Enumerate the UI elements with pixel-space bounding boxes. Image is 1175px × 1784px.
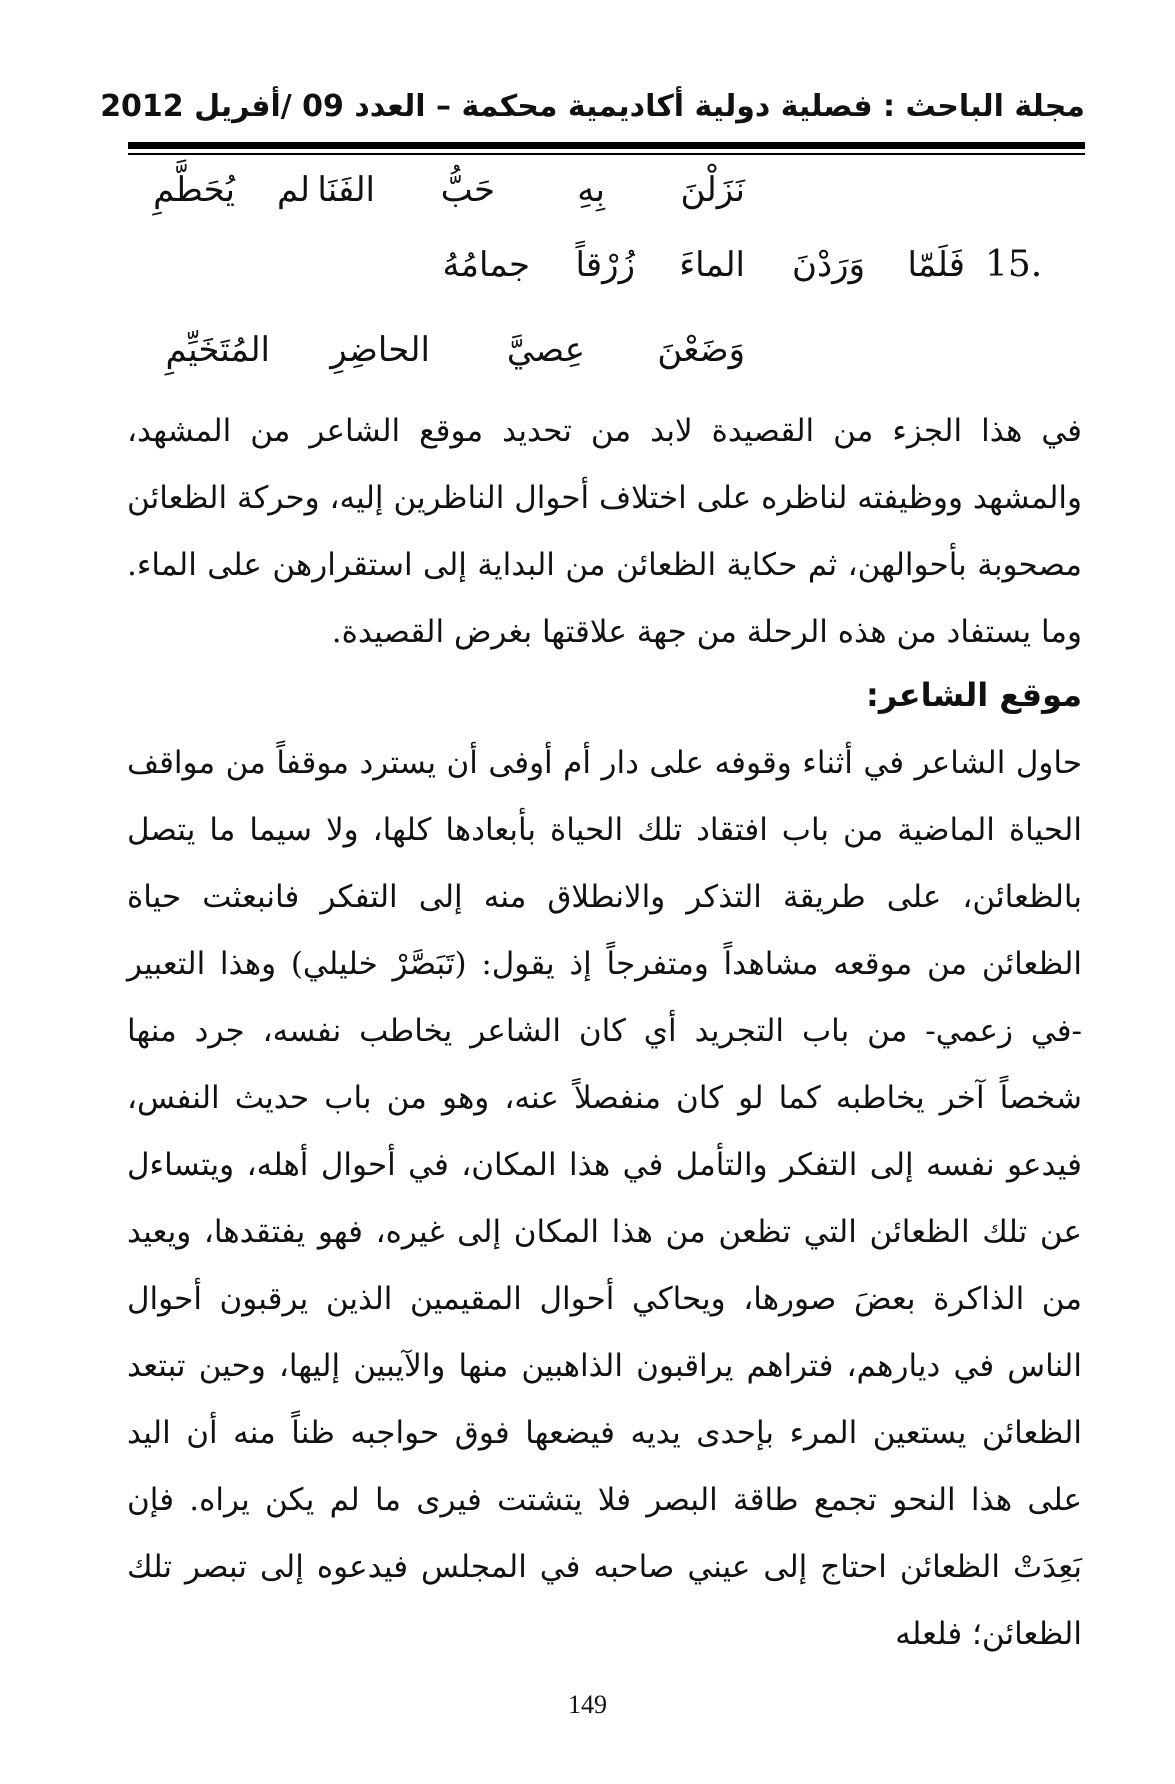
verse-word: المُتَخَيِّمِ <box>165 330 270 370</box>
page-number: 149 <box>568 1690 607 1719</box>
main-paragraph: حاول الشاعر في أثناء وقوفه على دار أم أوفى أن يسترد موقفاً من مواقف الحياة الماضية من باب افتقاد تلك الحياة بأبعادها كلها، ولا سيما ما يتصل بالظعائن، على طريقة التذكر والانطلاق منه إلى التفكر فانبعثت حياة الظعائن من موقعه مشاهداً ومتفرجاً إذ يقول: (تَبَصَّرْ خليلي) وهذا التعبير -في زعمي- من باب التجريد أي كان الشاعر يخاطب نفسه، جرد منها شخصاً آخر يخاطبه كما لو كان منفصلاً عنه، وهو من باب حديث النفس، فيدعو نفسه إلى التفكر والتأمل في هذا المكان، في أحوال أهله، ويتساءل عن تلك الظعائن التي تظعن من هذا المكان إلى غيره، فهو يفتقدها، ويعيد من الذاكرة بعضَ صورها، ويحاكي أحوال المقيمين الذين يرقبون أحوال الناس في ديارهم، فتراهم يراقبون الذاهبين منها والآيبين إليها، وحين تبتعد الظعائن يستعين المرء بإحدى يديه فيضعها فوق حواجبه ظناً منه أن اليد على هذا النحو تجمع طاقة البصر فلا يتشتت فيرى ما لم يكن يراه. فإن بَعِدَتْ الظعائن احتاج إلى عيني صاحبه في المجلس فيدعوه إلى تبصر تلك الظعائن؛ فلعله <box>127 745 1082 1652</box>
verse-word: وَضَعْنَ <box>657 330 745 370</box>
verse-line-3 <box>0 320 1175 380</box>
header-rule-thin <box>128 153 1085 155</box>
verse-line-1 <box>0 160 1175 220</box>
header-rule-thick <box>128 142 1085 149</box>
verse-word: بِهِ <box>577 170 605 210</box>
verse-word: الحاضِرِ <box>330 330 430 370</box>
verse-word: لم <box>277 170 310 210</box>
verse-word: فَلَمّا <box>907 245 965 285</box>
verse-word: نَزَلْنَ <box>680 170 745 210</box>
verse-word: زُرْقاً <box>575 245 635 285</box>
journal-title: مجلة الباحث : فصلية دولية أكاديمية محكمة – العدد 09 /أفريل 2012 <box>100 89 1085 124</box>
verse-word: وَرَدْنَ <box>792 245 865 285</box>
journal-header <box>100 72 1085 142</box>
verse-word: الماءَ <box>679 245 745 285</box>
verse-line-2 <box>0 235 1175 295</box>
section-heading: موقع الشاعر: <box>866 676 1082 714</box>
verse-word: حَبُّ <box>440 170 495 210</box>
verse-word: يُحَطَّمِ <box>153 170 235 210</box>
verse-word: عِصيَّ <box>506 330 585 370</box>
verse-number: 15. <box>985 244 1043 285</box>
intro-paragraph: في هذا الجزء من القصيدة لابد من تحديد موقع الشاعر من المشهد، والمشهد ووظيفته لناظره على اختلاف أحوال الناظرين إليه، وحركة الظعائن مصحوبة بأحوالهن، ثم حكاية الظعائن من البداية إلى استقرارهن على الماء. وما يستفاد من هذه الرحلة من جهة علاقتها بغرض القصيدة. <box>127 413 1082 650</box>
verse-word: الفَنَا <box>317 170 375 210</box>
verse-word: جمامُهُ <box>442 245 530 285</box>
